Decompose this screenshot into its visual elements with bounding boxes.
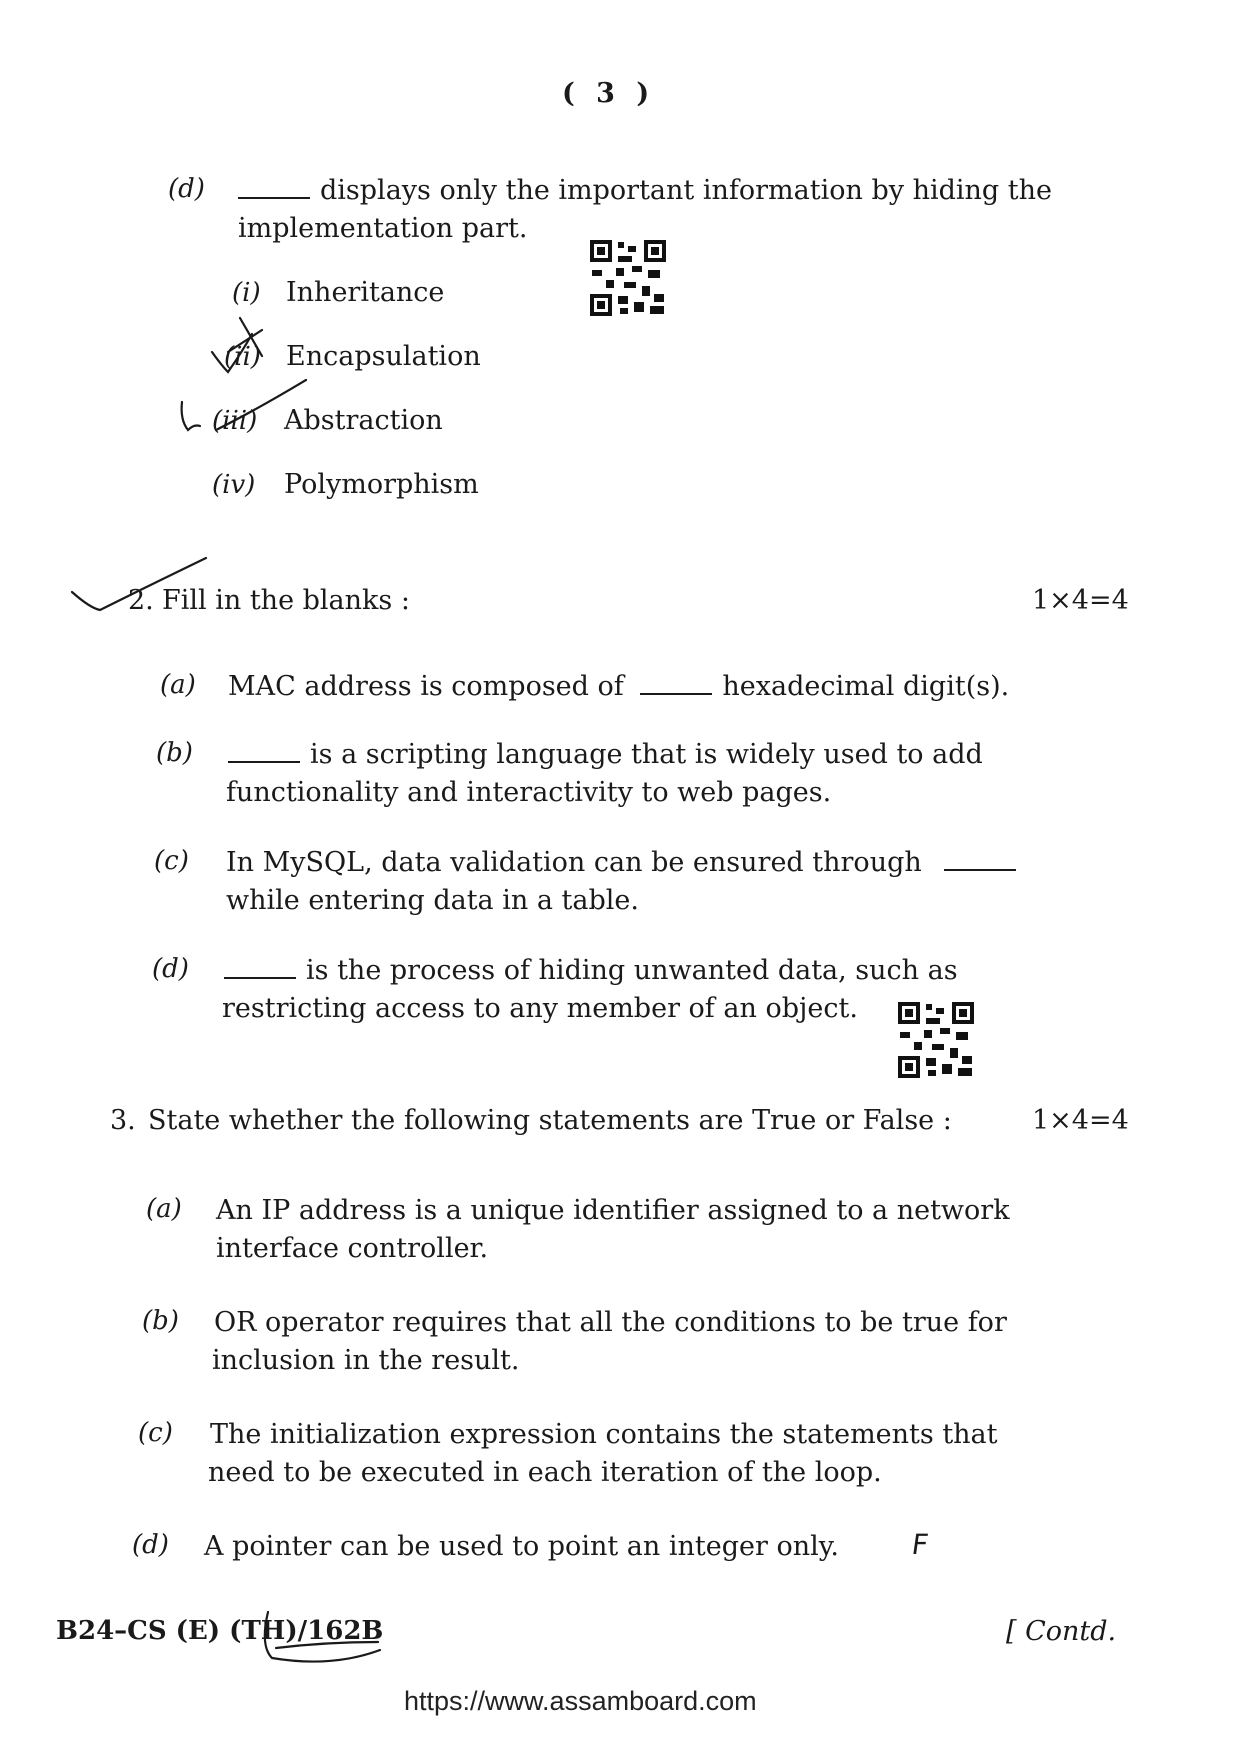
q2d-text-line1: is the process of hiding unwanted data, such as (224, 952, 958, 990)
q3a-text-line2: interface controller. (216, 1233, 489, 1264)
q3-number: 3. (110, 1105, 136, 1136)
q2d-label: (d) (152, 954, 189, 984)
q3a-label: (a) (146, 1194, 182, 1224)
q2a-blank (640, 669, 712, 695)
q2b-text-line2: functionality and interactivity to web pages. (226, 777, 832, 808)
q2b-text-line1: is a scripting language that is widely used to add (228, 736, 983, 774)
option-label: (i) (232, 278, 261, 308)
q2b-label: (b) (156, 738, 193, 768)
q3d-label: (d) (132, 1530, 169, 1560)
q3c-text-line1: The initialization expression contains the statements that (210, 1419, 998, 1450)
paper-code: B24–CS (E) (TH)/162B (56, 1616, 384, 1646)
contd-label: [ Contd. (1006, 1616, 1117, 1647)
q3-heading: State whether the following statements are True or False : (148, 1105, 952, 1136)
q3-marks: 1×4=4 (1032, 1105, 1129, 1136)
option-text: Polymorphism (284, 469, 479, 500)
q3b-text-line2: inclusion in the result. (212, 1345, 520, 1376)
q2c-text-line2: while entering data in a table. (226, 885, 639, 916)
q2c-label: (c) (154, 846, 189, 876)
q2c-text-line1: In MySQL, data validation can be ensured through (226, 844, 1026, 882)
source-url: https://www.assamboard.com (404, 1686, 757, 1716)
q3a-text-line1: An IP address is a unique identifier assigned to a network (216, 1195, 1010, 1226)
option-text: Inheritance (286, 277, 445, 308)
q1d-label: (d) (168, 174, 205, 204)
q2d-text-line2: restricting access to any member of an object. (222, 993, 858, 1024)
option-text: Encapsulation (286, 341, 481, 372)
q2-heading: Fill in the blanks : (162, 585, 410, 616)
q3d-text-line1: A pointer can be used to point an integer only. (204, 1531, 839, 1562)
qr-code-icon (896, 1000, 976, 1080)
q2-number: 2. (128, 585, 154, 616)
q2c-blank (944, 845, 1016, 871)
q3b-label: (b) (142, 1306, 179, 1336)
q2d-blank (224, 953, 296, 979)
option-text: Abstraction (284, 405, 443, 436)
q2a-label: (a) (160, 670, 196, 700)
q1d-text-line2: implementation part. (238, 213, 528, 244)
option-label: (ii) (224, 342, 261, 372)
page-number: ( 3 ) (562, 78, 656, 109)
q2b-blank (228, 737, 300, 763)
q3c-text-line2: need to be executed in each iteration of the loop. (208, 1457, 882, 1488)
q1d-text-line1: displays only the important information by hiding the (238, 172, 1052, 210)
q2-marks: 1×4=4 (1032, 585, 1129, 616)
q3b-text-line1: OR operator requires that all the conditions to be true for (214, 1307, 1007, 1338)
handwritten-answer-mark: F (909, 1528, 931, 1561)
q3c-label: (c) (138, 1418, 173, 1448)
option-label: (iii) (212, 406, 258, 436)
option-label: (iv) (212, 470, 256, 500)
q2a-text: MAC address is composed of hexadecimal digit(s). (228, 671, 1010, 702)
